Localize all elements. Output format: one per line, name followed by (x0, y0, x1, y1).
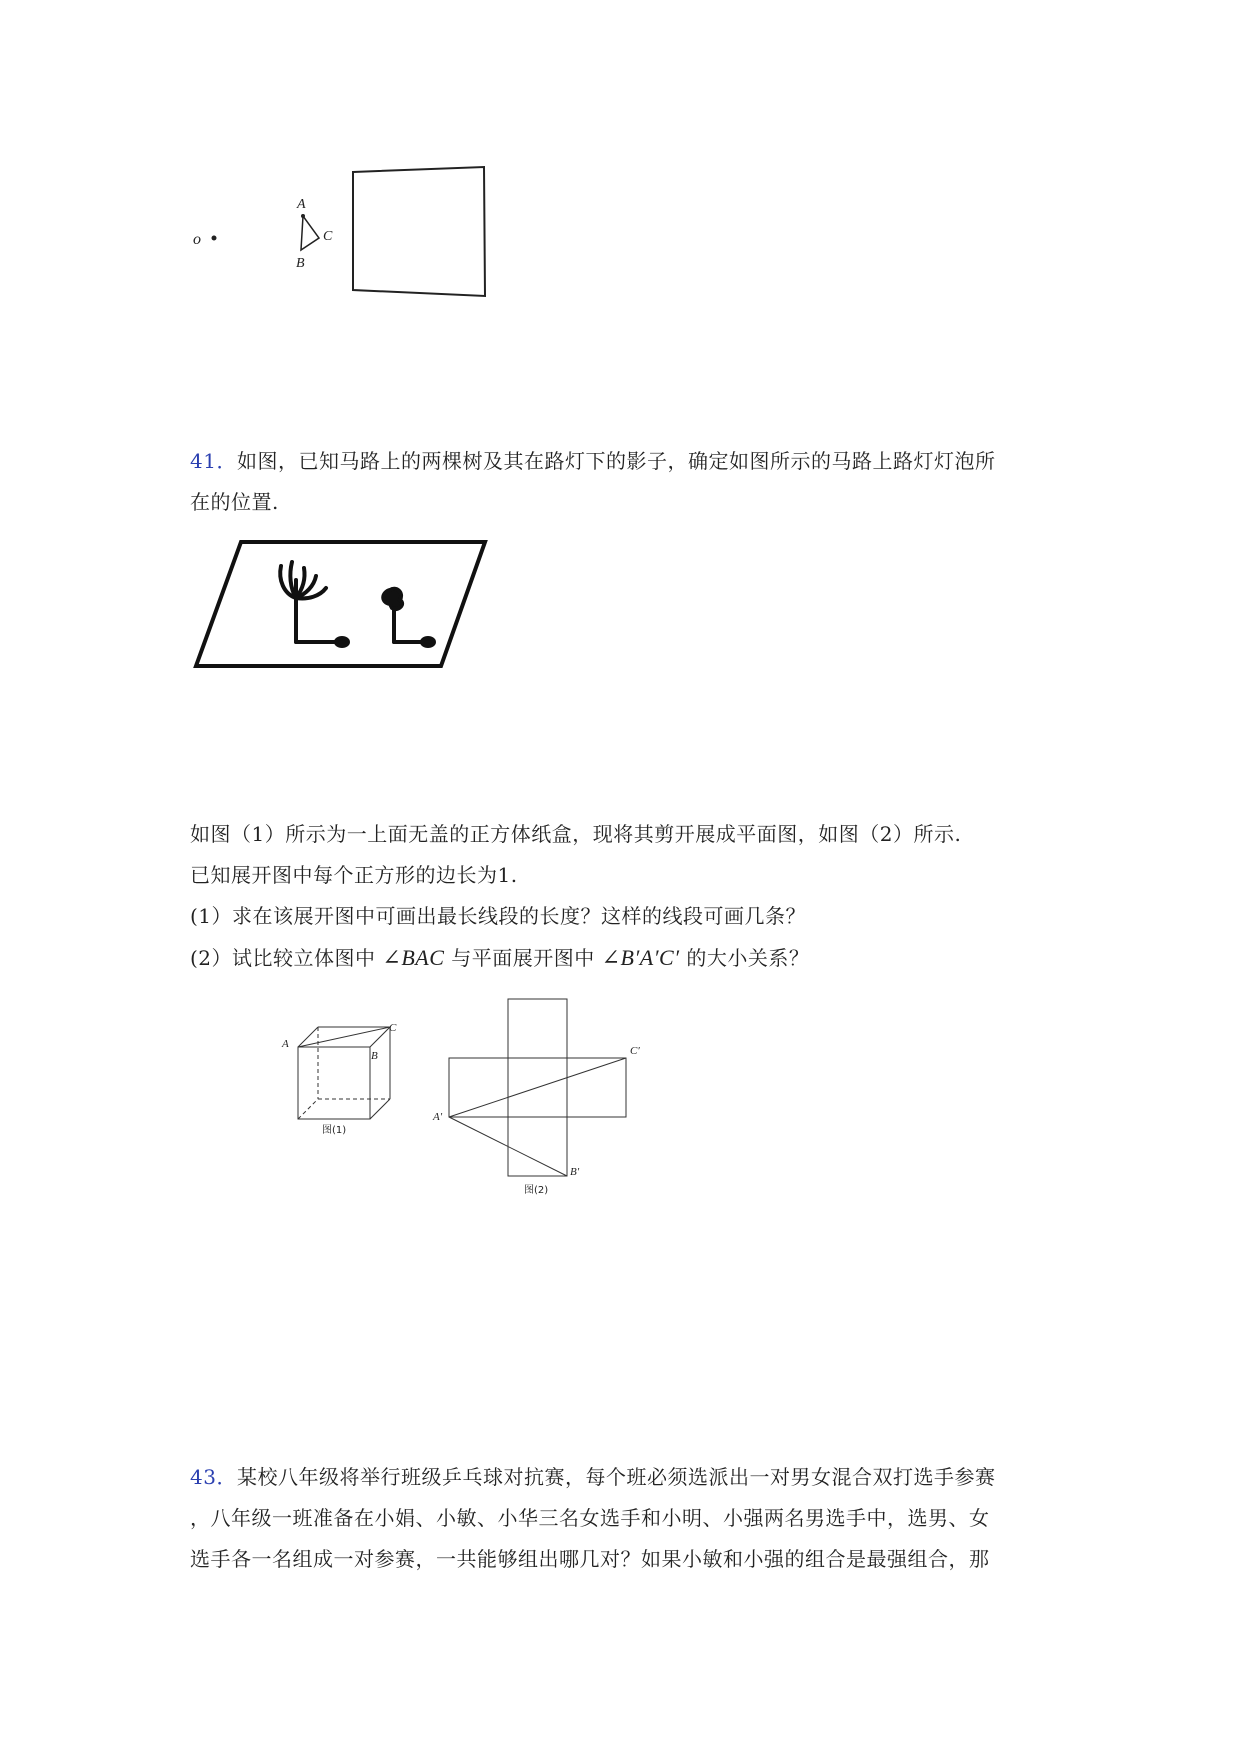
road-figure (0, 530, 1241, 730)
figure-2-caption: 图(2) (524, 1185, 549, 1196)
question-text: 某校八年级将举行班级乒乓球对抗赛，每个班必须选派出一对男女混合双打选手参赛 (236, 1465, 996, 1489)
figure-1-caption: 图(1) (322, 1125, 347, 1136)
angle-b-a-c-prime: ∠B′A′C′ (601, 945, 680, 970)
question-43-line-3: 选手各一名组成一对参赛，一共能够组出哪几对？如果小敏和小强的组合是最强组合，那 (190, 1547, 990, 1571)
question-43-line-2: ，八年级一班准备在小娟、小敏、小华三名女选手和小明、小强两名男选手中，选男、女 (190, 1506, 990, 1530)
cube-label-a: A (282, 1038, 289, 1050)
question-42-line-2: 已知展开图中每个正方形的边长为1. (190, 863, 518, 887)
net-drawing (0, 980, 1241, 1230)
question-43-line-1 (190, 1457, 995, 1498)
tree-1 (280, 562, 348, 646)
question-number: 41． (190, 449, 237, 473)
point-a-dot (301, 214, 305, 218)
net-label-b-prime: B′ (570, 1166, 580, 1178)
net-label-c-prime: C′ (630, 1045, 640, 1057)
text-segment: 与平面展开图中 (451, 946, 595, 970)
tree-2 (383, 589, 434, 646)
question-text: 如图，已知马路上的两棵树及其在路灯下的影子，确定如图所示的马路上路灯灯泡所 (236, 449, 996, 473)
angle-bac: ∠BAC (382, 945, 445, 970)
question-42-line-4 (190, 937, 809, 979)
cube-label-c: C (389, 1022, 397, 1034)
question-number: 43． (190, 1465, 237, 1489)
net-label-a-prime: A′ (433, 1111, 443, 1123)
vertex-b-label: B (296, 256, 305, 271)
question-41-line-1 (190, 441, 995, 482)
figure-40-drawing (0, 0, 1241, 320)
screen-quadrilateral (353, 167, 485, 296)
point-o-dot (212, 236, 217, 241)
triangle-abc (301, 216, 319, 250)
vertex-a-label: A (297, 197, 306, 212)
cube-label-b: B (371, 1050, 378, 1062)
question-42-line-3: (1）求在该展开图中可画出最长线段的长度？这样的线段可画几条？ (190, 904, 807, 928)
point-o-label: o (193, 231, 201, 248)
text-segment: (2）试比较立体图中 (190, 946, 376, 970)
vertex-c-label: C (323, 229, 333, 244)
question-42-line-1: 如图（1）所示为一上面无盖的正方体纸盒，现将其剪开展成平面图，如图（2）所示. (190, 822, 962, 846)
question-41-line-2: 在的位置. (190, 490, 279, 514)
text-segment: 的大小关系？ (686, 946, 810, 970)
